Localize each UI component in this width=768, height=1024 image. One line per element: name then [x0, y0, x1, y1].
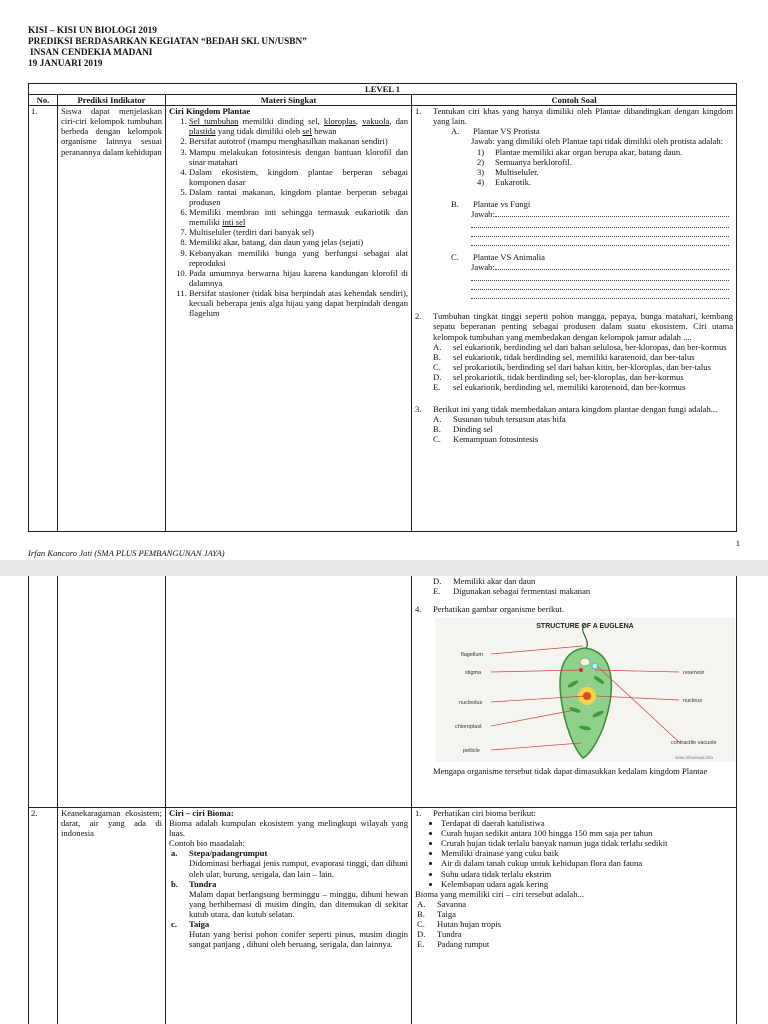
answer-option: B. Dinding sel: [433, 424, 493, 435]
answer-option: E. sel eukariotik, berdinding sel, memiliki karotenoid, dan ber-kormus: [433, 381, 686, 392]
soal-cell-2: [412, 808, 737, 1024]
document-header: [28, 26, 307, 70]
materi-intro: Bioma adalah kumpulan ekosistem yang melingkupi wilayah yang luas.: [169, 818, 408, 839]
biome-trait: • Crurah hujan tidak terlalu banyak namun juga tidak terlalu sedikit: [441, 838, 733, 848]
answer-line: [471, 228, 729, 237]
materi-cell-2: [166, 808, 412, 1024]
q1-b-answer: Jawab:: [415, 209, 733, 219]
answer-line: [471, 272, 729, 281]
answer-option: A. Susunan tubuh tersusun atas hifa: [433, 414, 566, 425]
answer-option: B. sel eukariotik, tidak berdinding sel, memiliki karatenoid, dan ber-talus: [433, 351, 695, 362]
biome-trait: • Memiliki drainase yang cuku baik: [441, 848, 733, 858]
q1-a-answer: Jawab: yang dimiliki oleh Plantae tapi tidak dimiliki oleh protista adalah:: [471, 136, 724, 147]
soal-cell: [412, 106, 737, 532]
answer-line: [471, 219, 729, 228]
question-1: 1. Tentukan ciri khas yang hanya dimiliki oleh Plantae dibandingkan dengan kingdom yang lain.: [415, 106, 734, 127]
answer-option: B. Taiga: [417, 908, 456, 919]
answer-option: D. Tundra: [417, 929, 462, 940]
materi-item: 11. Bersifat stasioner (tidak bisa berpindah atas kehendak sendiri), kecuali beberapa jenis alga hijau yang dapat berpindah dengan flagelum: [189, 288, 408, 318]
question-4: 4. Perhatikan gambar organisme berikut.: [415, 604, 565, 615]
header-line-2: PREDIKSI BERDASARKAN KEGIATAN “BEDAH SKL UN/USBN”: [28, 37, 307, 47]
answer-line: [471, 237, 729, 246]
materi-item: 4. Dalam ekosistem, kingdom plantae berperan sebagai komponen dasar: [189, 167, 408, 187]
q1-option-a: A. Plantae VS Protista: [451, 126, 540, 137]
r2-options: [415, 899, 733, 949]
empty-cell: [29, 576, 58, 808]
question-2: 2. Tumbuhan tingkat tinggi seperti pohon mangga, pepaya, bunga matahari, kembang sepatu beperanan penting sebagai produsen dalam suatu ekosistem. Ciri utama kelompok tumbuhan yang membedakan dengan kelompok jamur adalah ....: [415, 311, 734, 342]
euglena-diagram: [435, 618, 735, 762]
q1-option-b: B. Plantae vs Fungi: [451, 198, 531, 209]
label-stigma: stigma: [465, 670, 482, 677]
biome-trait: • Suhu udara tidak terlalu ekstrim: [441, 869, 733, 879]
biome-trait: • Terdapat di daerah katulistiwa: [441, 818, 733, 828]
label-pellicle: pellicle: [463, 748, 480, 755]
q1-a-point: 2) Semuanya berklorofil.: [477, 156, 572, 167]
materi-item: 9. Kebanyakan memiliki bunga yang berfungsi sebagai alat reproduksi: [189, 248, 408, 268]
q2-options: [415, 342, 733, 392]
q3-options-continued: [415, 576, 733, 596]
answer-option: E. Digunakan sebagai fermentasi makanan: [433, 586, 591, 597]
empty-cell: [58, 576, 166, 808]
col-indikator-header: Prediksi Indikator: [58, 95, 166, 106]
label-chloroplast: chloroplast: [455, 724, 482, 731]
answer-option: D. Memiliki akar dan daun: [433, 576, 536, 586]
question-3: 3. Berikut ini yang tidak membedakan antara kingdom plantae dengan fungi adalah...: [415, 404, 718, 415]
col-materi-header: Materi Singkat: [166, 95, 412, 106]
label-contractile-vacuole: contractile vacuole: [671, 740, 717, 747]
biome-name: c. Taiga: [171, 919, 210, 930]
empty-cell: [166, 576, 412, 808]
biome-description: Hutan yang berisi pohon conifer seperti pinus, musim dingin sangat panjang , dihuni oleh beruang, serigala, dan lainnya.: [189, 929, 408, 950]
q1-c-answer: Jawab:: [415, 262, 733, 272]
materi-item: 3. Mampu melakukan fotosintesis dengan bantuan klorofil dan sinar matahari: [189, 147, 408, 167]
label-nucleus: nucleus: [683, 698, 702, 705]
r2-question-1: 1. Perhatikan ciri bioma berikut:: [415, 808, 536, 818]
page-number: 1: [735, 538, 740, 548]
materi-title: Ciri Kingdom Plantae: [169, 106, 251, 117]
header-line-3: INSAN CENDEKIA MADANI: [30, 48, 153, 58]
row-number: 1.: [29, 106, 58, 532]
q1-a-point: 1) Plantae memiliki akar organ berupa akar, batang daun.: [477, 146, 683, 157]
reservoir-shape: [580, 658, 590, 666]
biome-trait: • Curah hujan sedikit antara 100 hingga 150 mm saja per tahun: [441, 828, 733, 838]
col-no-header: No.: [29, 95, 58, 106]
materi-item: 5. Dalam rantai makanan, kingdom plantae berperan sebagai produsen: [189, 187, 408, 207]
indikator-cell: Siswa dapat menjelaskan ciri-ciri kelompok tumbuhan berbeda dengan kelompok organisme lainnya sesuai peranannya dalam kehidupan: [58, 106, 166, 532]
biome-name: b. Tundra: [171, 878, 217, 889]
figure-credit: www.infovisual.info: [675, 755, 714, 761]
label-flagellum: flagellum: [461, 652, 484, 659]
q1-a-point: 4) Eukarotik.: [477, 176, 532, 187]
answer-option: D. sel prokariotik, tidak berdinding sel, ber-kloroplas, dan ber-kormus: [433, 371, 684, 382]
materi-item: 10. Pada umumnya berwarna hijau karena kandungan klorofil di dalamnya: [189, 268, 408, 288]
row-number-2: 2.: [29, 808, 58, 1024]
q4-question: Mengapa organisme tersebut tidak dapat dimasukkan kedalam kingdom Plantae: [433, 766, 708, 777]
label-reservoir: reservoir: [683, 670, 705, 677]
materi-item: 6. Memiliki membran inti sehingga termasuk eukariotik dan memiliki inti sel: [189, 207, 408, 227]
biome-description: Didominasi berbagai jenis rumput, evaporasi tinggi, dan dihuni oleh ular, burung, serigala, dan lain – lain.: [189, 858, 408, 879]
biome-name: a. Stepa/padangrumput: [171, 848, 268, 859]
header-line-4: 19 JANUARI 2019: [28, 59, 103, 69]
label-nucleolus: nucleolus: [459, 700, 483, 707]
biome-description: Malam dapat berlangsung berminggu – minggu, dihuni hewan yang berhibernasi di musim dingin, dan ditemukan di sekitar kutub utara, dan kutub selatan.: [189, 888, 408, 919]
col-soal-header: Contoh Soal: [412, 95, 737, 106]
materi-contoh: Contoh bio maadalah:: [169, 838, 245, 849]
euglena-figure: [435, 618, 735, 762]
materi-item: 8. Memiliki akar, batang, dan daun yang jelas (sejati): [189, 237, 408, 247]
figure-title: STRUCTURE OF A EUGLENA: [536, 623, 634, 631]
soal-cell-continued: [412, 576, 737, 808]
q1-a-point: 3) Multiseluler.: [477, 166, 539, 177]
q1-option-c: C. Plantae VS Animalia: [451, 252, 545, 263]
r2-question-ask: Bioma yang memiliki ciri – ciri tersebut adalah...: [415, 888, 584, 899]
answer-option: C. Hutan hujan tropis: [417, 919, 501, 930]
answer-option: E. Padang rumput: [417, 939, 490, 950]
kisi-table-continued: [28, 576, 737, 1024]
materi-list: [169, 116, 408, 318]
kisi-table: [28, 83, 737, 532]
indikator-cell-2: Keanekaragaman ekosistem; darat, air yang ada di indonesia: [58, 808, 166, 1024]
materi-item: 7. Multiseluler (terdiri dari banyak sel): [189, 227, 408, 237]
biome-traits-list: [415, 818, 733, 889]
footer-author: Irfan Kancoro Jati (SMA PLUS PEMBANGUNAN JAYA): [28, 548, 225, 558]
biome-list: [169, 848, 408, 949]
materi-cell: [166, 106, 412, 532]
header-line-1: KISI – KISI UN BIOLOGI 2019: [28, 26, 157, 36]
page-2: [0, 576, 768, 1024]
answer-line: [471, 281, 729, 290]
materi-item: 1. Sel tumbuhan memiliki dinding sel, kloroplas, vakuola, dan plastida yang tidak dimiliki oleh sel hewan: [189, 116, 408, 136]
level-heading: LEVEL 1: [29, 84, 737, 95]
materi-item: 2. Bersifat autotrof (mampu menghasilkan makanan sendiri): [189, 136, 408, 146]
biome-trait: • Air di dalam tanah cukup untuk kehidupan flora dan fauna: [441, 858, 733, 868]
answer-option: A. Savanna: [417, 898, 467, 909]
answer-option: A. sel eukariotik, berdinding sel dari bahan selulosa, ber-kloropas, dan ber-kormus: [433, 341, 727, 352]
answer-line: [471, 290, 729, 299]
answer-option: C. sel prokariotik, berdinding sel dari bahan kitin, ber-kloroplas, dan ber-talus: [433, 361, 711, 372]
q3-options: [415, 414, 733, 444]
biome-trait: • Kelembapan udara agak kering: [441, 879, 733, 889]
answer-option: C. Kemampuan fotosintesis: [433, 434, 539, 445]
materi-title-2: Ciri – ciri Bioma:: [169, 808, 234, 818]
